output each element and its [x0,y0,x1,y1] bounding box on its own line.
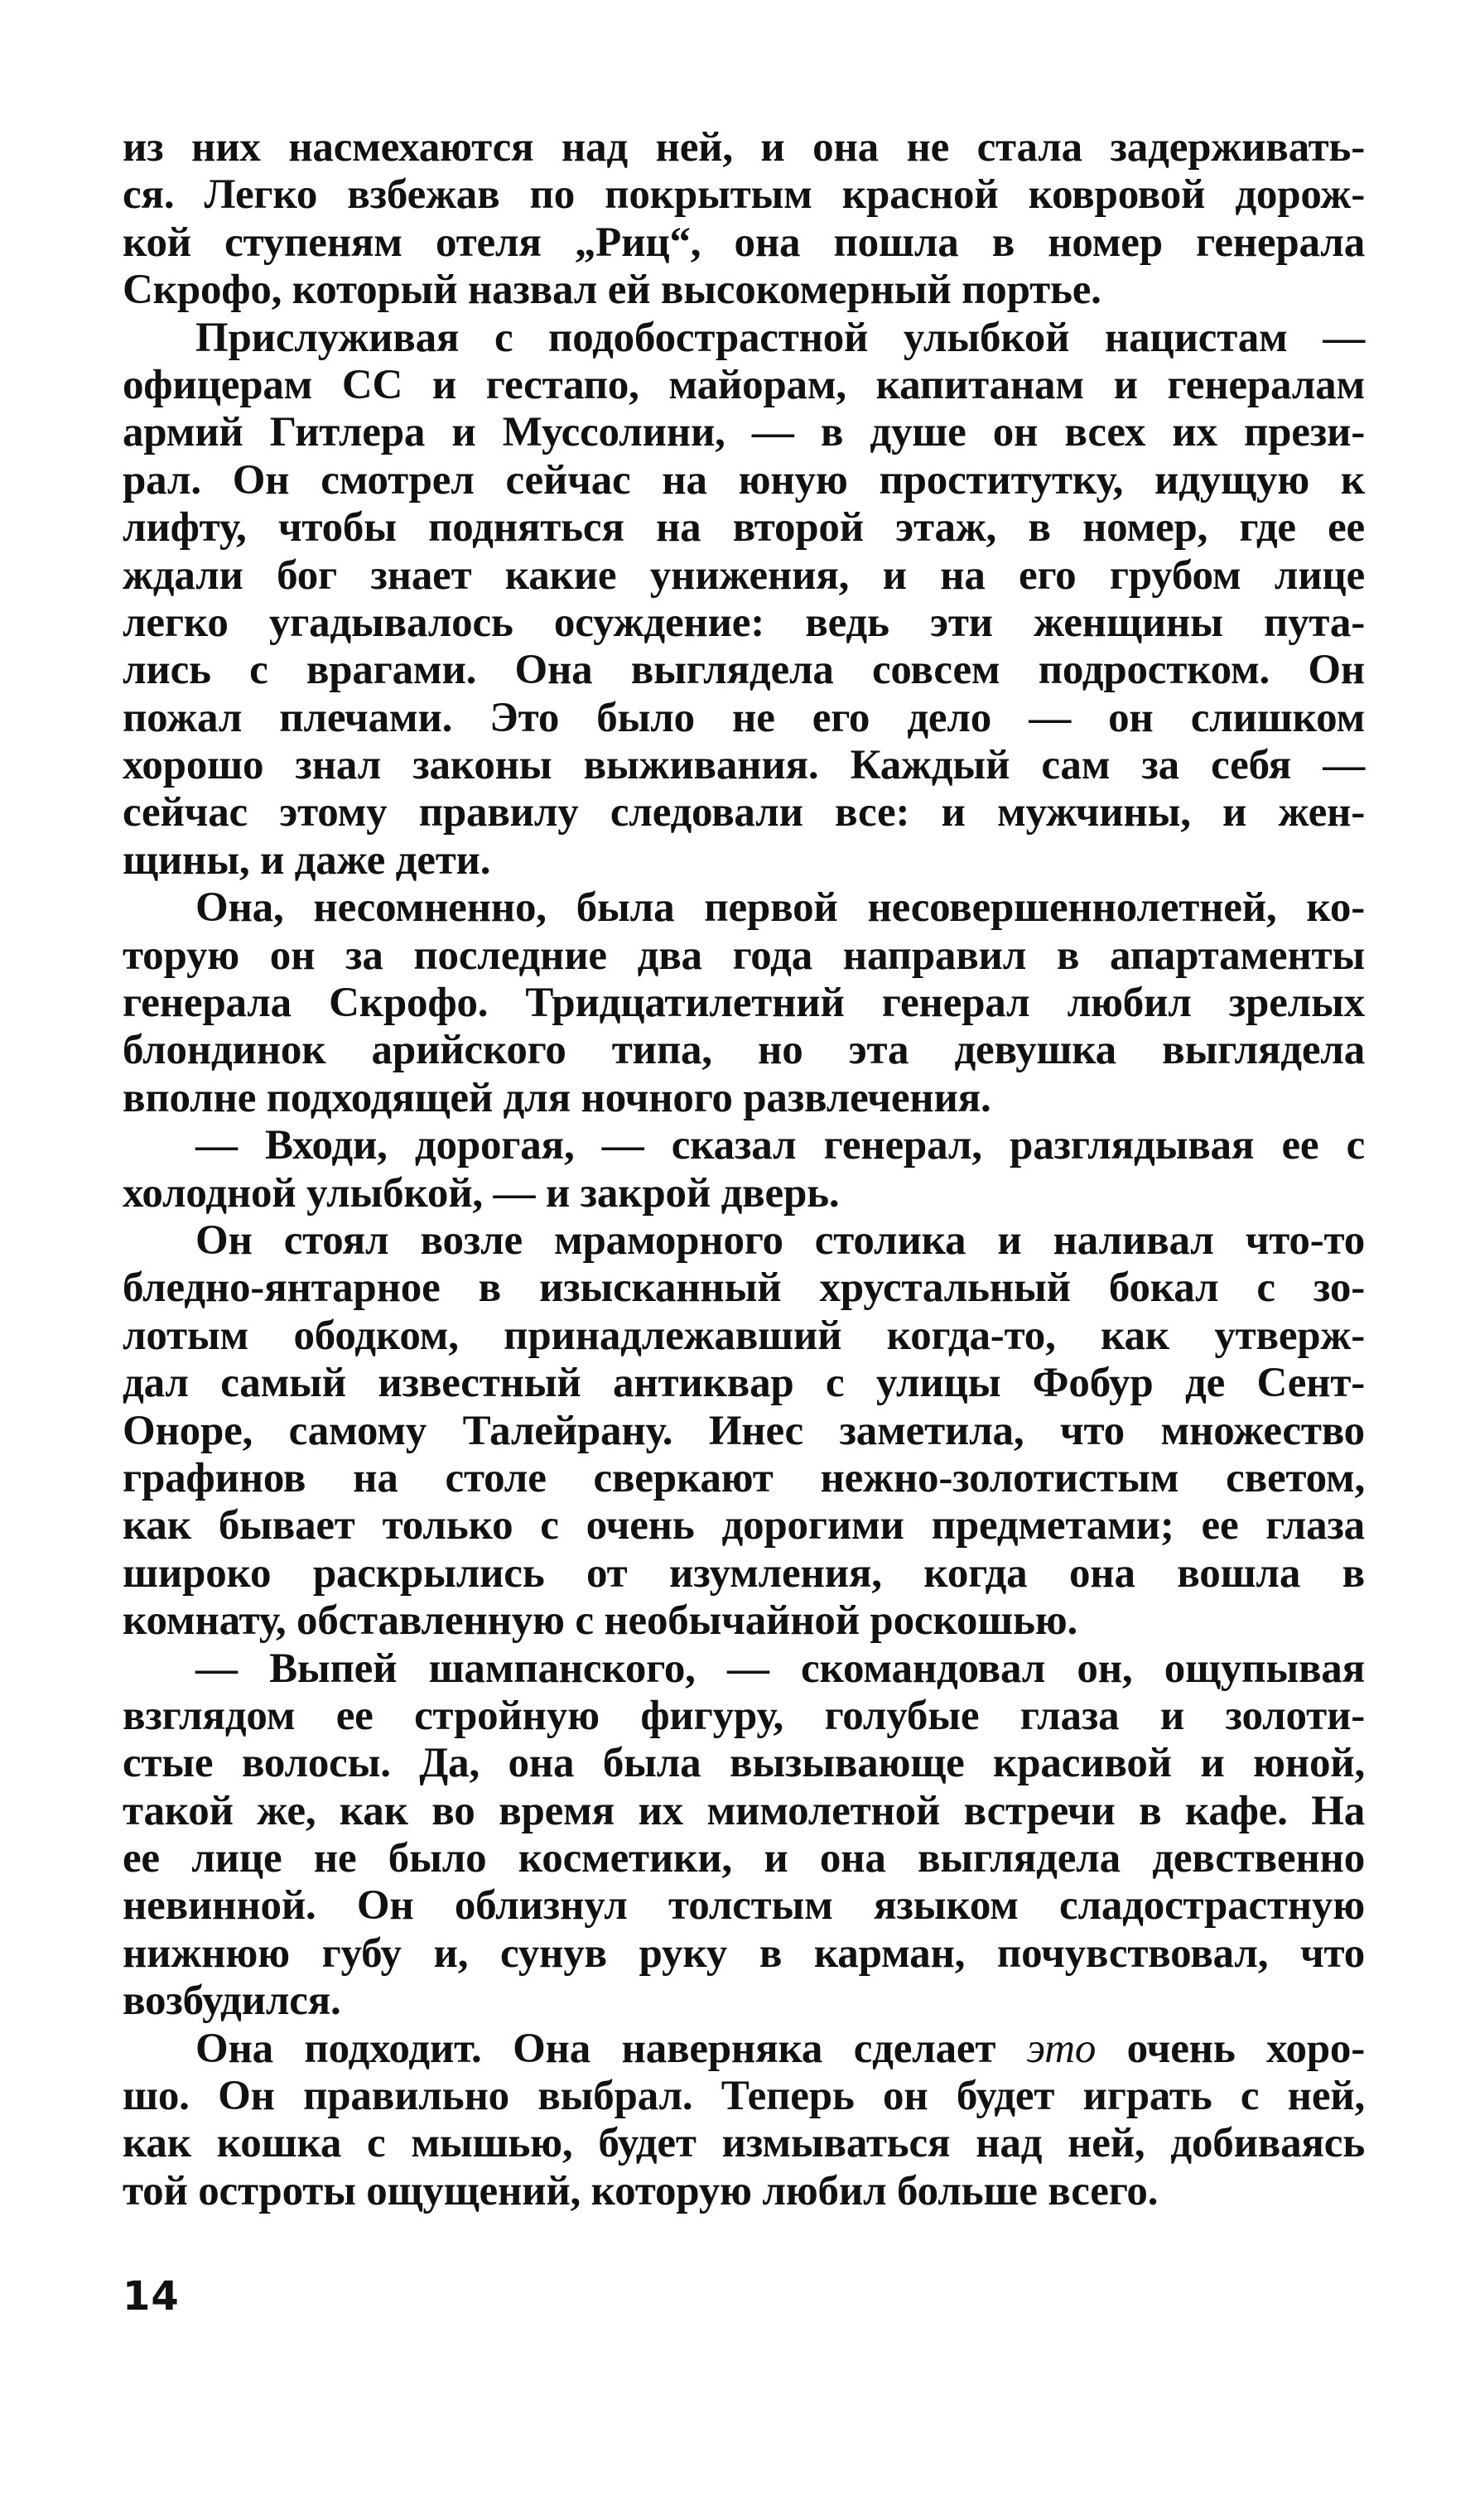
text-segment: Она подходит. Она наверняка сделает [195,2025,1027,2072]
text-line: вполне подходящей для ночного развлечения. [123,1074,991,1121]
paragraph-3 [123,884,1365,1122]
text-line: взглядом ее стройную фигуру, голубые глаза и золоти- [123,1692,1365,1739]
text-line: стые волосы. Да, она была вызывающе красивой и юной, [123,1740,1365,1787]
text-line: ждали бог знает какие унижения, и на его грубом лице [123,552,1365,599]
paragraph-7 [123,2026,1365,2216]
text-line: блондинок арийского типа, но эта девушка выглядела [123,1027,1365,1074]
text-line: холодной улыбкой, — и закрой дверь. [123,1169,840,1217]
paragraph-2 [123,315,1365,885]
text-line: торую он за последние два года направил в апартаменты [123,932,1365,979]
text-line: такой же, как во время их мимолетной встречи в кафе. На [123,1787,1365,1834]
text-line: Она, несомненно, была первой несовершеннолетней, ко- [195,884,1365,932]
paragraph-5 [123,1217,1365,1645]
emphasized-word: это [1026,2025,1097,2072]
text-line: лись с врагами. Она выглядела совсем подростком. Он [123,647,1365,694]
text-line: лифту, чтобы подняться на второй этаж, в номер, где ее [123,504,1365,552]
text-line: возбудился. [123,1978,341,2025]
text-line: ее лице не было косметики, и она выглядела девственно [123,1835,1365,1882]
text-line: щины, и даже дети. [123,836,491,884]
paragraph-1 [123,124,1365,315]
text-line: лотым ободком, принадлежавший когда-то, как утверж- [123,1312,1365,1359]
text-line: кой ступеням отеля „Риц“, она пошла в номер генерала [123,219,1365,266]
text-line: широко раскрылись от изумления, когда она вошла в [123,1549,1365,1597]
text-line: Он стоял возле мраморного столика и наливал что-то [195,1217,1365,1264]
text-line: из них насмехаются над ней, и она не стала задерживать- [123,124,1365,171]
text-line: сейчас этому правилу следовали все: и мужчины, и жен- [123,789,1365,836]
text-line: как кошка с мышью, будет измываться над ней, добиваясь [123,2120,1365,2167]
text-line: шо. Он правильно выбрал. Теперь он будет играть с ней, [123,2073,1365,2120]
text-line: хорошо знал законы выживания. Каждый сам за себя — [123,742,1365,789]
body-text [123,124,1365,2215]
text-line: легко угадывалось осуждение: ведь эти женщины пута- [123,599,1365,646]
text-line: ся. Легко взбежав по покрытым красной ковровой дорож- [123,171,1365,219]
text-line: комнату, обставленную с необычайной роскошью. [123,1597,1078,1645]
text-line: той остроты ощущений, которую любил больше всего. [123,2167,1159,2214]
text-line: невинной. Он облизнул толстым языком сладострастную [123,1882,1365,1930]
text-line: генерала Скрофо. Тридцатилетний генерал любил зрелых [123,980,1365,1027]
paragraph-6 [123,1645,1365,2026]
text-line: как бывает только с очень дорогими предметами; ее глаза [123,1502,1365,1549]
text-line [123,2026,1365,2073]
text-line: дал самый известный антиквар с улицы Фобур де Сент- [123,1360,1365,1407]
text-line: нижнюю губу и, сунув руку в карман, почувствовал, что [123,1930,1365,1977]
text-line: — Выпей шампанского, — скомандовал он, ощупывая [195,1645,1365,1692]
text-line: офицерам СС и гестапо, майорам, капитанам и генералам [123,361,1365,408]
page-number: 14 [123,2273,180,2320]
text-line: — Входи, дорогая, — сказал генерал, разглядывая ее с [195,1122,1365,1169]
paragraph-4 [123,1122,1365,1217]
text-line: Прислуживая с подобострастной улыбкой нацистам — [195,314,1365,361]
text-line: рал. Он смотрел сейчас на юную проститутку, идущую к [123,456,1365,504]
text-line: графинов на столе сверкают нежно-золотистым светом, [123,1454,1365,1501]
text-line: пожал плечами. Это было не его дело — он слишком [123,694,1365,741]
text-line: армий Гитлера и Муссолини, — в душе он всех их прези- [123,409,1365,456]
text-line: Скрофо, который назвал ей высокомерный портье. [123,267,1101,314]
text-line: бледно-янтарное в изысканный хрустальный бокал с зо- [123,1265,1365,1312]
text-segment: очень хоро- [1096,2025,1366,2072]
text-line: Оноре, самому Талейрану. Инес заметила, что множество [123,1407,1365,1454]
